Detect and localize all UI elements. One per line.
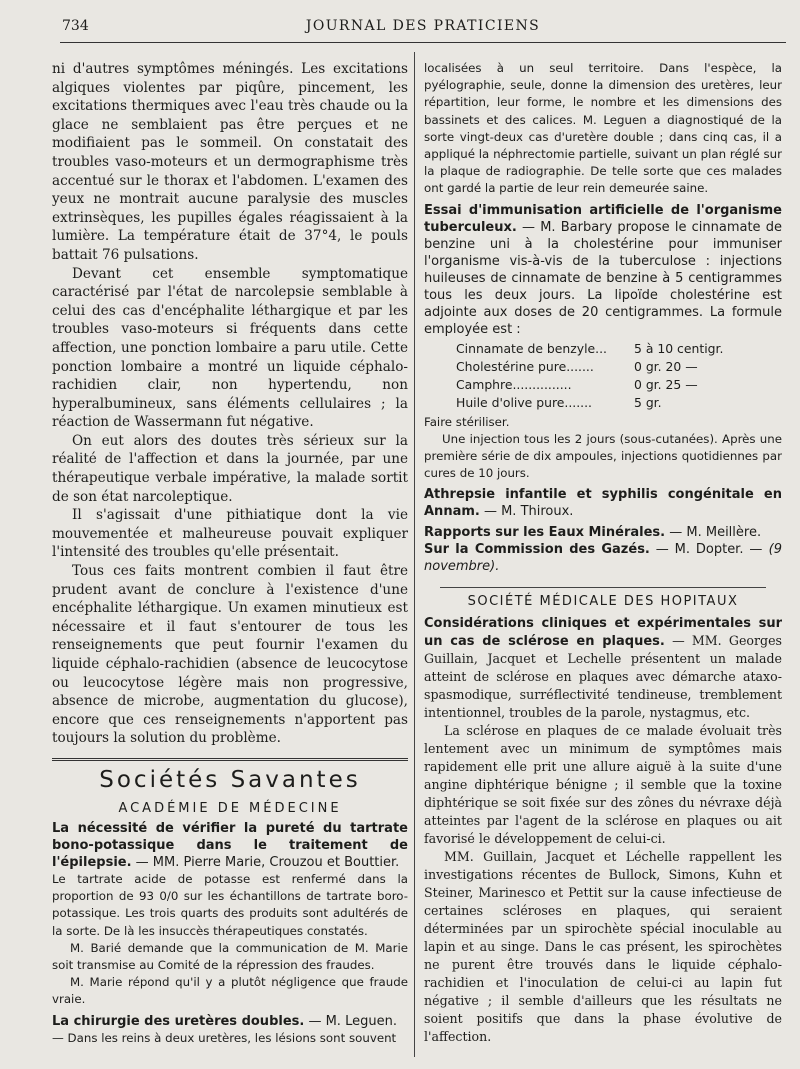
section-title-box	[424, 587, 782, 609]
paragraph: M. Barié demande que la communication de M. Marie soit transmise au Comité de la répression des fraudes.	[52, 940, 408, 972]
paragraph: Il s'agissait d'une pithiatique dont la vie mouvementée et malheureuse pouvait expliquer l'intensité des troubles qu'elle présentait.	[52, 507, 408, 561]
article-authors: — M. Leguen.	[304, 1013, 397, 1029]
formula-ingredient: Camphre...............	[456, 376, 572, 392]
paragraph: Faire stériliser.	[424, 414, 510, 429]
paragraph: Le tartrate acide de potasse est renfermé dans la proportion de 93 0/0 sur les échantillons de tartrate boro-potassique. Les trois quarts des produits sont adultérés de la sorte. De là les insuccès thérapeutiques constatés.	[52, 871, 408, 938]
article-title: Sur la Commission des Gazés.	[424, 542, 650, 558]
article-body: — M. Barbary propose le cinnamate de benzine uni à la cholestérine pour immuniser l'organisme vis-à-vis de la tuberculose : injections huileuses de cinnamate de benzine à 5 centigrammes tous les deux jours. La lipoïde cholestérine est adjointe aux doses de 20 centigrammes. La formule employée est :	[424, 219, 782, 337]
article-authors: — MM. Pierre Marie, Crouzou et Bouttier.	[131, 854, 400, 870]
article-heading	[424, 615, 782, 722]
article-heading	[424, 202, 782, 338]
formula-quantity: 0 gr. 20 —	[634, 358, 698, 374]
article-authors: — M. Thiroux.	[479, 504, 574, 520]
formula-ingredient: Cinnamate de benzyle...	[456, 340, 607, 356]
section-rule	[440, 587, 766, 588]
formula-row	[456, 376, 782, 394]
formula-quantity: 0 gr. 25 —	[634, 376, 698, 392]
formula-quantity: 5 à 10 centigr.	[634, 340, 724, 356]
subsection-heading-academie: ACADÉMIE DE MÉDECINE	[118, 800, 342, 816]
article-heading	[424, 524, 782, 541]
column-divider	[414, 52, 415, 1057]
left-column	[52, 60, 408, 1047]
article-title: La chirurgie des uretères doubles.	[52, 1013, 305, 1029]
article-title: Athrepsie infantile et syphilis congénitale en Annam.	[424, 487, 782, 520]
paragraph: Tous ces faits montrent combien il faut être prudent avant de conclure à l'existence d'une encéphalite léthargique. Un examen minutieux est nécessaire et il faut s'entourer de tous les renseignements que peut fournir l'examen du liquide céphalo-rachidien (absence de leucocytose ou leucocytose légère mais non progressive, absence de microbe, augmentation du glucose), encore que ces renseignements n'apportent pas toujours la solution du problème.	[52, 563, 408, 747]
paragraph: ni d'autres symptômes méningés. Les excitations algiques violentes par piqûre, pincement, les excitations thermiques avec l'eau très chaude ou la glace ne semblaient pas être perçues et ne modifiaient pas le sommeil. On constatait des troubles vaso-moteurs et un dermographisme très accentué sur le thorax et l'abdomen. L'examen des yeux ne montrait aucune paralysie des muscles extrinsèques, les pupilles égales réagissaient à la lumière. La température était de 37°4, le pouls battait 76 pulsations.	[52, 61, 408, 263]
section-heading-hopitaux: SOCIÉTÉ MÉDICALE DES HOPITAUX	[467, 594, 739, 610]
paragraph: On eut alors des doutes très sérieux sur la réalité de l'affection et dans la journée, par une thérapeutique verbale impérative, la malade sortit de son état narcoleptique.	[52, 432, 408, 505]
article-heading	[52, 820, 408, 871]
formula-row	[456, 358, 782, 376]
journal-title: JOURNAL DES PRATICIENS	[305, 18, 541, 34]
formula-row	[456, 394, 782, 412]
formula-row	[456, 340, 782, 358]
paragraph: MM. Guillain, Jacquet et Léchelle rappellent les investigations récentes de Bullock, Simons, Kuhn et Steiner, Marinesco et Pettit sur la cause infectieuse de certaines scléroses en plaques, qui seraient déterminées par un spirochète spécial inoculable au lapin et au singe. Dans le cas présent, les spirochètes ne purent être trouvés dans le liquide céphalo-rachidien et l'inoculation de celui-ci au lapin fut négative ; il semble d'ailleurs que les résultats ne soient positifs que dans la phase évolutive de l'affection.	[424, 849, 782, 1045]
article-authors: — M. Dopter. —	[649, 542, 763, 558]
paragraph: localisées à un seul territoire. Dans l'espèce, la pyélographie, seule, donne la dimension des uretères, leur répartition, leur forme, le nombre et les dimensions des bassinets et des calices. M. Leguen a diagnostiqué de la sorte vingt-deux cas d'uretère double ; dans cinq cas, il a appliqué la néphrectomie partielle, suivant un plan réglé sur la plaque de radiographie. De telle sorte que ces malades ont gardé la partie de leur rein demeurée saine.	[424, 61, 782, 196]
article-body: — MM. Georges Guillain, Jacquet et Lechelle présentent un malade atteint de sclérose en plaques avec démarche ataxo-spasmodique, surréflectivité tendineuse, tremblement intentionnel, troubles de la parole, nystagmus, etc.	[424, 633, 782, 721]
article-heading	[52, 1013, 408, 1030]
article-authors: — M. Meillère.	[665, 525, 762, 541]
paragraph: Une injection tous les 2 jours (sous-cutanées). Après une première série de dix ampoules, injections quotidiennes par cures de 10 jours.	[424, 431, 782, 481]
article-title: Rapports sur les Eaux Minérales.	[424, 525, 666, 541]
right-column	[424, 60, 782, 1046]
article-title: La nécessité de vérifier la pureté du tartrate bono-potassique dans le traitement de l'épilepsie.	[52, 820, 408, 870]
formula-quantity: 5 gr.	[634, 394, 662, 410]
formula-ingredient: Cholestérine pure.......	[456, 358, 594, 374]
page-number: 734	[62, 18, 89, 34]
paragraph: Devant cet ensemble symptomatique caractérisé par l'état de narcolepsie semblable à celui des cas d'encéphalite léthargique et par les troubles vaso-moteurs si fréquents dans cette affection, une ponction lombaire a paru utile. Cette ponction lombaire a montré un liquide céphalo-rachidien clair, non hypertendu, non hyperalbumineux, sans éléments cellulaires ; la réaction de Wassermann fut négative.	[52, 265, 408, 431]
paragraph: M. Marie répond qu'il y a plutôt négligence que fraude vraie.	[52, 975, 408, 1007]
article-date: (9 novembre).	[424, 542, 782, 575]
article-heading	[424, 541, 782, 575]
paragraph: La sclérose en plaques de ce malade évoluait très lentement avec un minimum de symptômes mais rapidement elle prit une allure aiguë à la suite d'une angine diphtérique bénigne ; il semble que la toxine diphtérique se soit fixée sur des zônes du névraxe déjà atteintes par l'agent de la sclérose en plaques ou ait favorisé le développement de celui-ci.	[424, 723, 782, 847]
formula-table	[456, 340, 782, 412]
section-heading-societes: Sociétés Savantes	[99, 766, 361, 793]
article-heading	[424, 486, 782, 520]
article-title: Considérations cliniques et expérimentales sur un cas de sclérose en plaques.	[424, 616, 782, 650]
article-title: Essai d'immunisation artificielle de l'organisme tuberculeux.	[424, 202, 782, 235]
page-header	[60, 18, 786, 43]
formula-ingredient: Huile d'olive pure.......	[456, 394, 592, 410]
section-rule	[52, 758, 408, 761]
paragraph: — Dans les reins à deux uretères, les lésions sont souvent	[52, 1030, 397, 1045]
